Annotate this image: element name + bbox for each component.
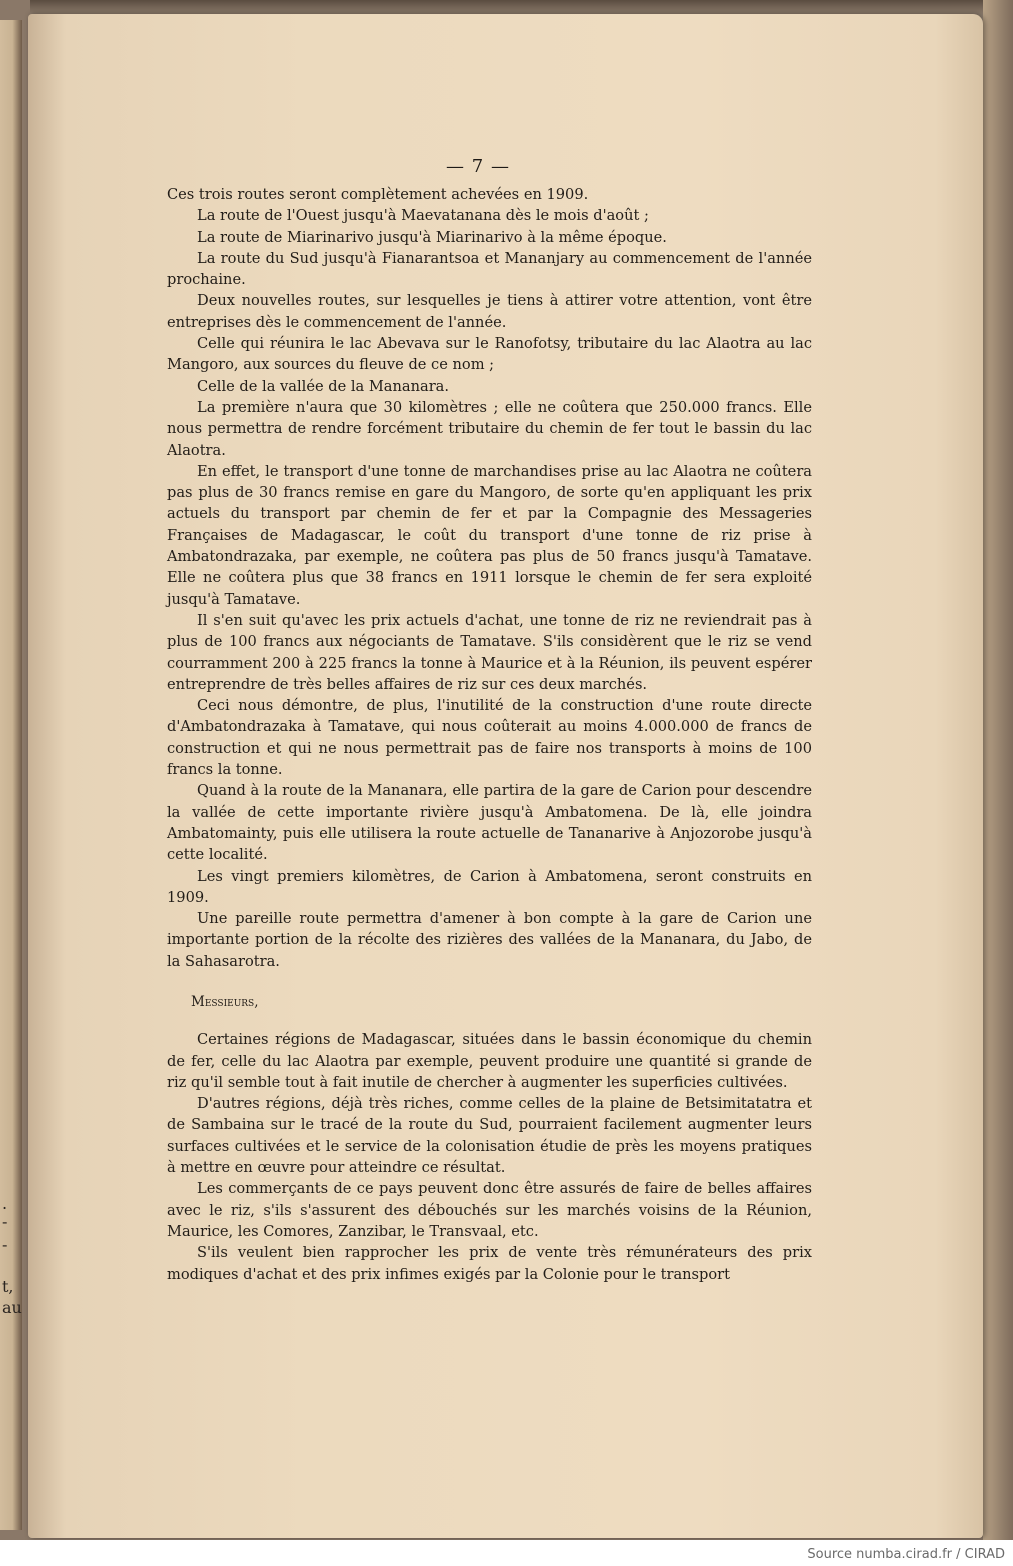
paragraph: Une pareille route permettra d'amener à bon compte à la gare de Carion une importante portion de la récolte des rizières des vallées de la Mananara, du Jabo, de la Sahasarotra. (167, 910, 812, 970)
paragraph: S'ils veulent bien rapprocher les prix de vente très rémunérateurs des prix modiques d'achat et des prix infimes exigés par la Colonie pour le transport (167, 1244, 812, 1283)
paragraph: D'autres régions, déjà très riches, comme celles de la plaine de Betsimitatatra et de Sambaina sur le tracé de la route du Sud, pourraient facilement augmenter leurs surfaces cultivées et le service de la colonisation étudie de près les moyens pratiques à mettre en œuvre pour atteindre ce résultat. (167, 1095, 812, 1177)
paragraph: Deux nouvelles routes, sur lesquelles je tiens à attirer votre attention, vont être entreprises dès le commencement de l'année. (167, 292, 812, 331)
gutter-fragment: - (2, 1235, 8, 1254)
gutter-fragment: au (2, 1298, 22, 1317)
paragraph: Certaines régions de Madagascar, situées dans le bassin économique du chemin de fer, celle du lac Alaotra par exemple, peuvent produire une quantité si grande de riz qu'il semble tout à fait inutile de chercher à augmenter les superficies cultivées. (167, 1031, 812, 1091)
paragraph: La route de Miarinarivo jusqu'à Miarinarivo à la même époque. (197, 228, 667, 246)
paragraph: Celle de la vallée de la Mananara. (197, 377, 450, 395)
paragraph: Ces trois routes seront complètement achevées en 1909. (167, 186, 589, 203)
book-right-edge (983, 0, 1013, 1540)
paragraph: La route de l'Ouest jusqu'à Maevatanana dès le mois d'août ; (197, 207, 649, 225)
paragraph: Quand à la route de la Mananara, elle partira de la gare de Carion pour descendre la vallée de cette importante rivière jusqu'à Ambatomena. De là, elle joindra Ambatomainty, puis elle utilisera la route actuelle de Tananarive à Anjozorobe jusqu'à cette localité. (167, 782, 812, 864)
salutation: Messieurs, (191, 993, 259, 1010)
paragraph: Il s'en suit qu'avec les prix actuels d'achat, une tonne de riz ne reviendrait pas à plus de 100 francs aux négociants de Tamatave. S'ils considèrent que le riz se vend courramment 200 à 225 francs la tonne à Maurice et à la Réunion, ils peuvent espérer entreprendre de très belles affaires de riz sur ces deux marchés. (167, 611, 812, 693)
gutter-fragment: t, (2, 1277, 14, 1296)
paragraph: La première n'aura que 30 kilomètres ; elle ne coûtera que 250.000 francs. Elle nous permettra de rendre forcément tributaire du chemin de fer tout le bassin du lac Alaotra. (167, 398, 812, 459)
source-credit: Source numba.cirad.fr / CIRAD (807, 1547, 1005, 1562)
gutter-fragment: - (2, 1212, 8, 1231)
paragraph: En effet, le transport d'une tonne de marchandises prise au lac Alaotra ne coûtera pas plus de 30 francs remise en gare du Mangoro, de sorte qu'en appliquant les prix actuels du transport par chemin de fer et par la Compagnie des Messageries Françaises de Madagascar, le coût du transport d'une tonne de riz prise à Ambatondrazaka, par exemple, ne coûtera pas plus de 50 francs jusqu'à Tamatave. Elle ne coûtera plus que 38 francs en 1911 lorsque le chemin de fer sera exploité jusqu'à Tamatave. (167, 462, 812, 608)
paragraph: La route du Sud jusqu'à Fianarantsoa et Mananjary au commencement de l'année prochaine. (167, 249, 812, 289)
paragraph: Les commerçants de ce pays peuvent donc être assurés de faire de belles affaires avec le riz, s'ils s'assurent des débouchés sur les marchés voisins de la Réunion, Maurice, les Comores, Zanzibar, le Transvaal, etc. (167, 1180, 812, 1240)
paragraph: Les vingt premiers kilomètres, de Carion à Ambatomena, seront construits en 1909. (167, 867, 812, 906)
page-number: — 7 — (446, 156, 510, 177)
paragraph: Ceci nous démontre, de plus, l'inutilité de la construction d'une route directe d'Ambatondrazaka à Tamatave, qui nous coûterait au moins 4.000.000 de francs de construction et qui ne nous permettrait pas de faire nos transports à moins de 100 francs la tonne. (167, 697, 812, 779)
body-text (167, 184, 812, 1285)
paragraph: Celle qui réunira le lac Abevava sur le Ranofotsy, tributaire du lac Alaotra au lac Mangoro, aux sources du fleuve de ce nom ; (167, 335, 812, 374)
gutter-fragment: . (2, 1194, 8, 1213)
